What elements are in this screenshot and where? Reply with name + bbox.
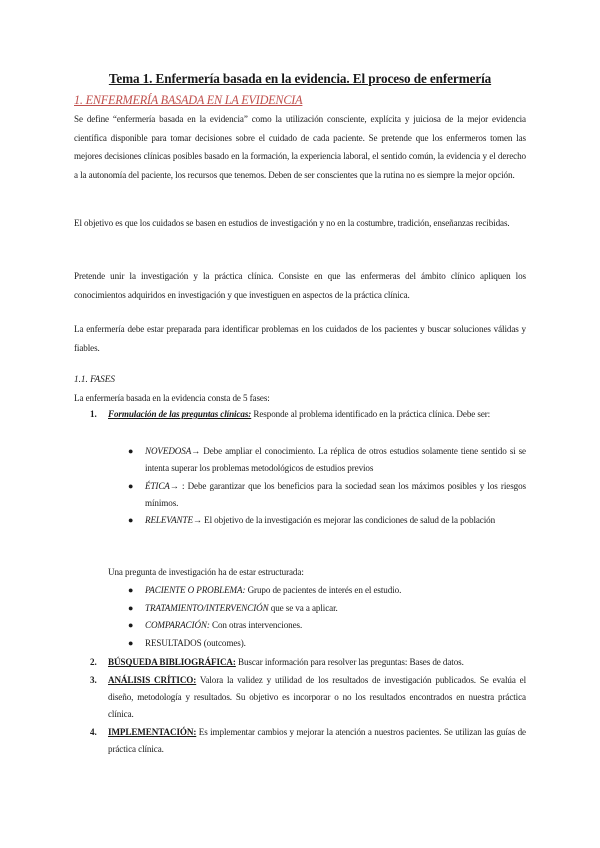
phase-label: Formulación de las preguntas clínicas:	[108, 409, 252, 419]
list-item	[145, 617, 526, 634]
bullet-text: Con otras intervenciones.	[209, 620, 303, 630]
phase-item	[108, 406, 526, 423]
paragraph: El objetivo es que los cuidados se basen en estudios de investigación y no en la costumbre, tradición, enseñanzas recibidas.	[74, 218, 510, 228]
phase-text: Responde al problema identificado en la práctica clínica. Debe ser:	[251, 409, 491, 419]
bullet-text: RESULTADOS (outcomes).	[145, 638, 246, 648]
bullet-text: Debe ampliar el conocimiento. La réplica de otros estudios solamente tiene sentido si se intenta superar los problemas metodológicos de estudios previos	[145, 446, 526, 473]
list-number: 4.	[90, 727, 97, 737]
list-number: 3.	[90, 675, 97, 685]
bullet-label: PACIENTE O PROBLEMA:	[145, 585, 246, 595]
paragraph: Se define “enfermería basada en la evidencia” como la utilización consciente, explícita y juiciosa de la mejor evidencia científica disponible para tomar decisiones sobre el cuidado de cada paciente. Se pretende que los enfermeros tomen las mejores decisiones clínicas posibles basado en la formación, la experiencia laboral, el sentido común, la evidencia y el derecho a la autonomía del paciente, los recursos que tenemos. Deben de ser conscientes que la rutina no es siempre la mejor opción.	[74, 114, 526, 180]
phase-text: Es implementar cambios y mejorar la atención a nuestros pacientes. Se utilizan las guías de práctica clínica.	[108, 727, 526, 754]
phase-item	[108, 672, 526, 723]
paragraph: Pretende unir la investigación y la práctica clínica. Consiste en que las enfermeras del ámbito clínico apliquen los conocimientos adquiridos en investigación y que investiguen en aspectos de la práctica clínica.	[74, 271, 526, 300]
bullet-text: Grupo de pacientes de interés en el estudio.	[245, 585, 402, 595]
section-heading: 1. ENFERMERÍA BASADA EN LA EVIDENCIA	[74, 93, 303, 107]
phase-text: Buscar información para resolver las preguntas: Bases de datos.	[235, 657, 464, 667]
subsection-heading: 1.1. FASES	[74, 374, 115, 384]
bullet-label: TRATAMIENTO/INTERVENCIÓN	[145, 603, 269, 613]
list-item	[145, 635, 526, 652]
bullet-icon: ●	[128, 638, 134, 648]
list-number: 1.	[90, 409, 97, 419]
list-item	[145, 512, 526, 529]
bullet-icon: ●	[128, 603, 134, 613]
bullet-icon: ●	[128, 446, 134, 456]
structured-intro: Una pregunta de investigación ha de estar estructurada:	[108, 567, 304, 577]
phase-item	[108, 724, 526, 758]
bullet-label: COMPARACIÓN:	[145, 620, 210, 630]
bullet-label: NOVEDOSA→	[145, 446, 201, 456]
phase-label: ANÁLISIS CRÍTICO:	[108, 675, 197, 685]
bullet-icon: ●	[128, 515, 134, 525]
bullet-text: El objetivo de la investigación es mejorar las condiciones de salud de la población	[201, 515, 496, 525]
page-title: Tema 1. Enfermería basada en la evidencia. El proceso de enfermería	[108, 71, 492, 86]
phase-text: Valora la validez y utilidad de los resultados de investigación publicados. Se evalúa el diseño, metodología y resultados. Su objetivo es incorporar o no los resultados encontrados en nuestra práctica clínica.	[108, 675, 527, 719]
phases-intro: La enfermería basada en la evidencia consta de 5 fases:	[74, 393, 270, 403]
list-number: 2.	[90, 657, 97, 667]
bullet-label: ÉTICA→	[145, 481, 179, 491]
bullet-icon: ●	[128, 585, 134, 595]
bullet-text: que se va a aplicar.	[268, 603, 338, 613]
list-item	[145, 582, 526, 599]
phase-label: IMPLEMENTACIÓN:	[108, 727, 197, 737]
phase-item	[108, 654, 526, 671]
paragraph: La enfermería debe estar preparada para identificar problemas en los cuidados de los pacientes y buscar soluciones válidas y fiables.	[74, 324, 526, 353]
bullet-text: : Debe garantizar que los beneficios para la sociedad sean los máximos posibles y los riesgos mínimos.	[145, 481, 526, 508]
bullet-icon: ●	[128, 481, 134, 491]
bullet-icon: ●	[128, 620, 134, 630]
list-item	[145, 478, 526, 512]
phase-label: BÚSQUEDA BIBLIOGRÁFICA:	[108, 657, 236, 667]
list-item	[145, 600, 526, 617]
list-item	[145, 443, 526, 477]
bullet-label: RELEVANTE→	[145, 515, 202, 525]
